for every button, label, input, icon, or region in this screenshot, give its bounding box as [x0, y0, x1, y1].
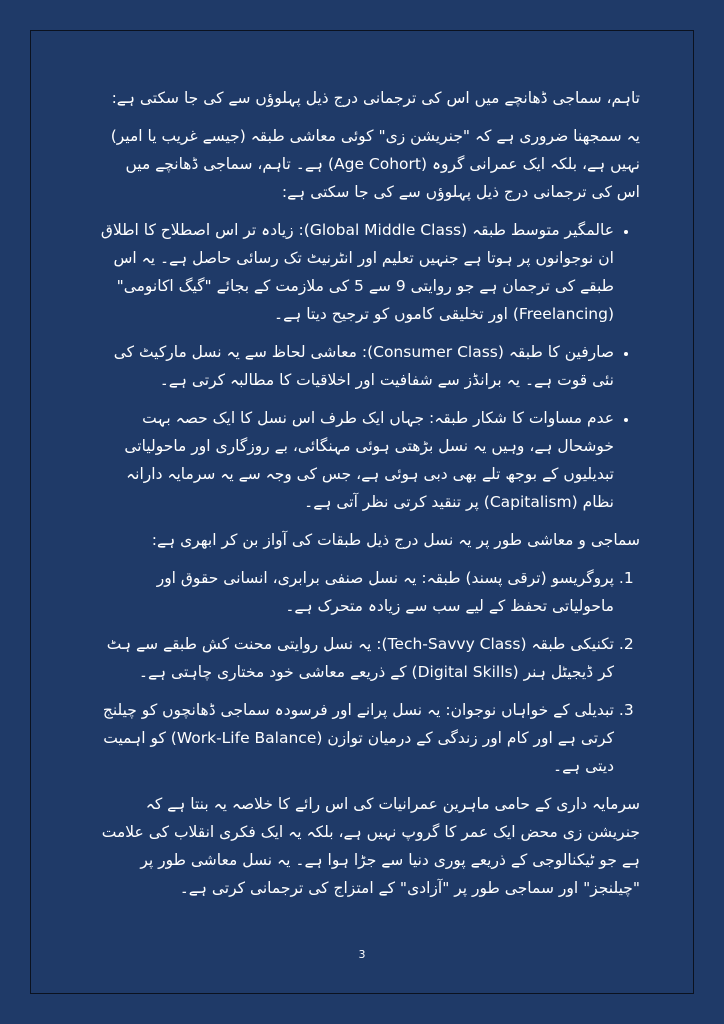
list-item: • عالمگیر متوسط طبقہ (Global Middle Class): زیادہ تر اس اصطلاح کا اطلاق ان نوجوانوں پر ہوتا ہے جنہیں تعلیم اور انٹرنیٹ تک رسائی حاصل ہے۔ یہ اس طبقے کی ترجمان ہے جو روایتی 9 سے 5 کی ملازمت کے بجائے "گیگ اکانومی" (Freelancing) اور تخلیقی کاموں کو ترجیح دیتا ہے۔ [100, 216, 614, 328]
list-item: • صارفین کا طبقہ (Consumer Class): معاشی لحاظ سے یہ نسل مارکیٹ کی نئی قوت ہے۔ یہ برانڈز سے شفافیت اور اخلاقیات کا مطالبہ کرتی ہے۔ [100, 338, 614, 394]
list-item: 1. پروگریسو (ترقی پسند) طبقہ: یہ نسل صنفی برابری، انسانی حقوق اور ماحولیاتی تحفظ کے لیے سب سے زیادہ متحرک ہے۔ [100, 564, 614, 620]
list-item: 3. تبدیلی کے خواہاں نوجوان: یہ نسل پرانے اور فرسودہ سماجی ڈھانچوں کو چیلنج کرتی ہے اور کام اور زندگی کے درمیان توازن (Work-Life Balance) کو اہمیت دیتی ہے۔ [100, 696, 614, 780]
social-paragraph: سماجی و معاشی طور پر یہ نسل درج ذیل طبقات کی آواز بن کر ابھری ہے: [151, 531, 640, 549]
page-number: 3 [358, 948, 366, 961]
list-item: • عدم مساوات کا شکار طبقہ: جہاں ایک طرف اس نسل کا ایک حصہ بہت خوشحال ہے، وہیں یہ نسل بڑھتی ہوئی مہنگائی، بے روزگاری اور ماحولیاتی تبدیلیوں کے بوجھ تلے بھی دبی ہوئی ہے، جس کی وجہ سے یہ سرمایہ دارانہ نظام (Capitalism) پر تنقید کرتی نظر آتی ہے۔ [100, 404, 614, 516]
intro-paragraph: تاہم، سماجی ڈھانچے میں اس کی ترجمانی درج ذیل پہلوؤں سے کی جا سکتی ہے: [111, 89, 640, 107]
explain-paragraph: یہ سمجھنا ضروری ہے کہ "جنریشن زی" کوئی معاشی طبقہ (جیسے غریب یا امیر) نہیں ہے، بلکہ ایک عمرانی گروہ (Age Cohort) ہے۔ تاہم، سماجی ڈھانچے میں اس کی ترجمانی درج ذیل پہلوؤں سے کی جا سکتی ہے: [110, 127, 640, 201]
list-item: 2. تکنیکی طبقہ (Tech-Savvy Class): یہ نسل روایتی محنت کش طبقے سے ہٹ کر ڈیجیٹل ہنر (Digital Skills) کے ذریعے معاشی خود مختاری چاہتی ہے۔ [100, 630, 614, 686]
document-body [100, 84, 640, 912]
conclusion-paragraph: سرمایہ داری کے حامی ماہرین عمرانیات کی اس رائے کا خلاصہ یہ بنتا ہے کہ جنریشن زی محض ایک عمر کا گروپ نہیں ہے، بلکہ یہ ایک فکری انقلاب کی علامت ہے جو ٹیکنالوجی کے ذریعے پوری دنیا سے جڑا ہوا ہے۔ یہ نسل معاشی طور پر "چیلنجز" اور سماجی طور پر "آزادی" کے امتزاج کی ترجمانی کرتی ہے۔ [101, 795, 640, 897]
numbered-list [100, 564, 640, 780]
bullet-list [100, 216, 640, 516]
